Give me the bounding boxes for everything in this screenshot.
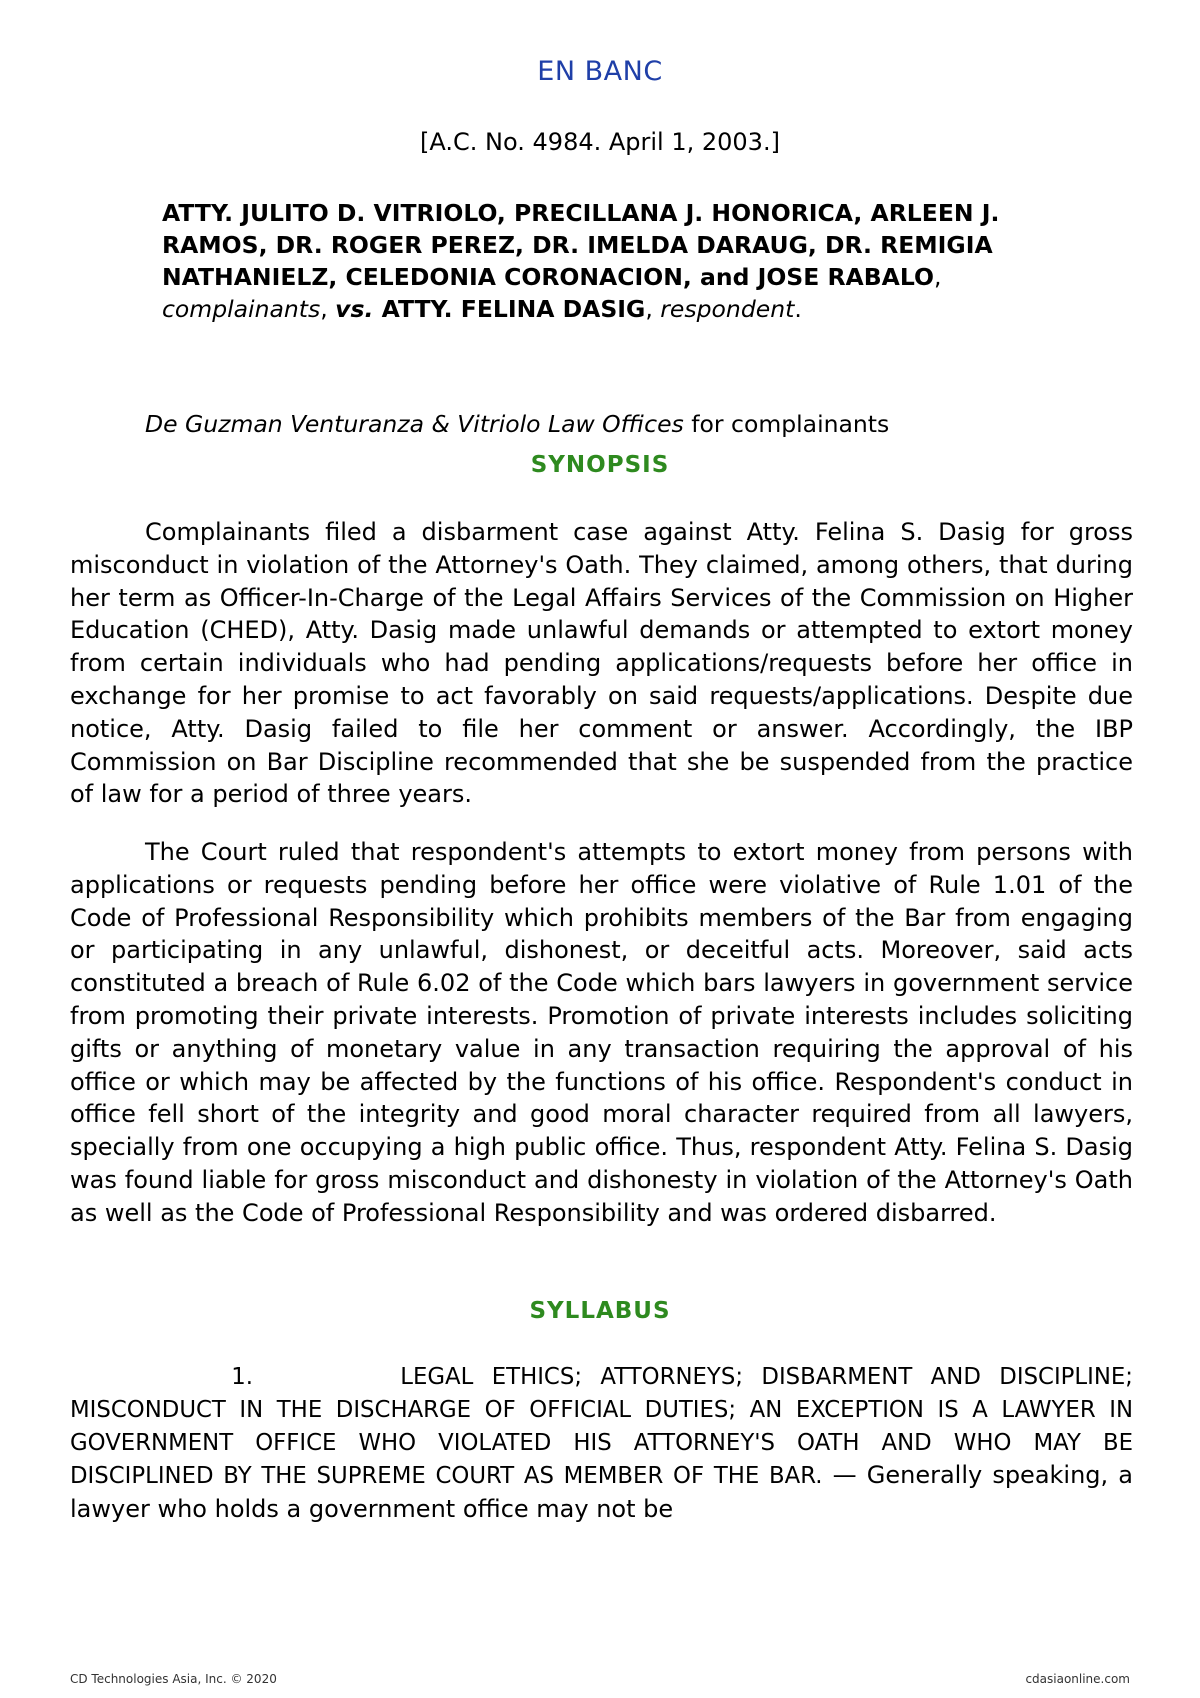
complainants-label: complainants	[162, 295, 321, 323]
complainants-names: ATTY. JULITO D. VITRIOLO, PRECILLANA J. HONORICA, ARLEEN J. RAMOS, DR. ROGER PEREZ, DR. IMELDA DARAUG, DR. REMIGIA NATHANIELZ, CELEDONIA CORONACION, and JOSE RABALO	[162, 199, 1000, 291]
respondent-name: ATTY. FELINA DASIG	[373, 295, 646, 323]
case-number: [A.C. No. 4984. April 1, 2003.]	[420, 128, 780, 156]
respondent-label: respondent	[660, 295, 795, 323]
separator: ,	[933, 263, 942, 291]
synopsis-paragraph-1: Complainants filed a disbarment case against Atty. Felina S. Dasig for gross misconduct in violation of the Attorney's Oath. They claimed, among others, that during her term as Officer-In-Charge of the Legal Affairs Services of the Commission on Higher Education (CHED), Atty. Dasig made unlawful demands or attempted to extort money from certain individuals who had pending applications/requests before her office in exchange for her promise to act favorably on said requests/applications. Despite due notice, Atty. Dasig failed to file her comment or answer. Accordingly, the IBP Commission on Bar Discipline recommended that she be suspended from the practice of law for a period of three years.	[70, 518, 1133, 809]
footer-copyright: CD Technologies Asia, Inc. © 2020	[70, 1672, 277, 1686]
court-division: EN BANC	[537, 56, 663, 87]
synopsis-paragraph-2: The Court ruled that respondent's attempts to extort money from persons with applications or requests pending before her office were violative of Rule 1.01 of the Code of Professional Responsibility which prohibits members of the Bar from engaging or participating in any unlawful, dishonest, or deceitful acts. Moreover, said acts constituted a breach of Rule 6.02 of the Code which bars lawyers in government service from promoting their private interests. Promotion of private interests includes soliciting gifts or anything of monetary value in any transaction requiring the approval of his office or which may be affected by the functions of his office. Respondent's conduct in office fell short of the integrity and good moral character required from all lawyers, specially from one occupying a high public office. Thus, respondent Atty. Felina S. Dasig was found liable for gross misconduct and dishonesty in violation of the Attorney's Oath as well as the Code of Professional Responsibility and was ordered disbarred.	[70, 838, 1133, 1227]
syllabus-item-1	[70, 1361, 1133, 1527]
case-parties	[162, 197, 1082, 325]
footer-website: cdasiaonline.com	[1025, 1672, 1130, 1686]
terminator: .	[794, 295, 802, 323]
syllabus-heading: SYLLABUS	[529, 1298, 671, 1324]
separator: ,	[320, 295, 336, 323]
syllabus-item-text: — Generally speaking, a lawyer who holds a government office may not be	[70, 1461, 1133, 1524]
separator: ,	[645, 295, 661, 323]
syllabus-item-caps: LEGAL ETHICS; ATTORNEYS; DISBARMENT AND DISCIPLINE; MISCONDUCT IN THE DISCHARGE OF OFFICIAL DUTIES; AN EXCEPTION IS A LAWYER IN GOVERNMENT OFFICE WHO VIOLATED HIS ATTORNEY'S OATH AND WHO MAY BE DISCIPLINED BY THE SUPREME COURT AS MEMBER OF THE BAR.	[70, 1364, 1133, 1490]
law-firm: De Guzman Venturanza & Vitriolo Law Offices	[145, 410, 684, 438]
counsel-role: for complainants	[683, 410, 890, 438]
counsel-line	[145, 410, 1095, 438]
versus: vs.	[335, 295, 374, 323]
synopsis-heading: SYNOPSIS	[530, 452, 670, 478]
syllabus-item-number: 1.	[231, 1364, 253, 1390]
